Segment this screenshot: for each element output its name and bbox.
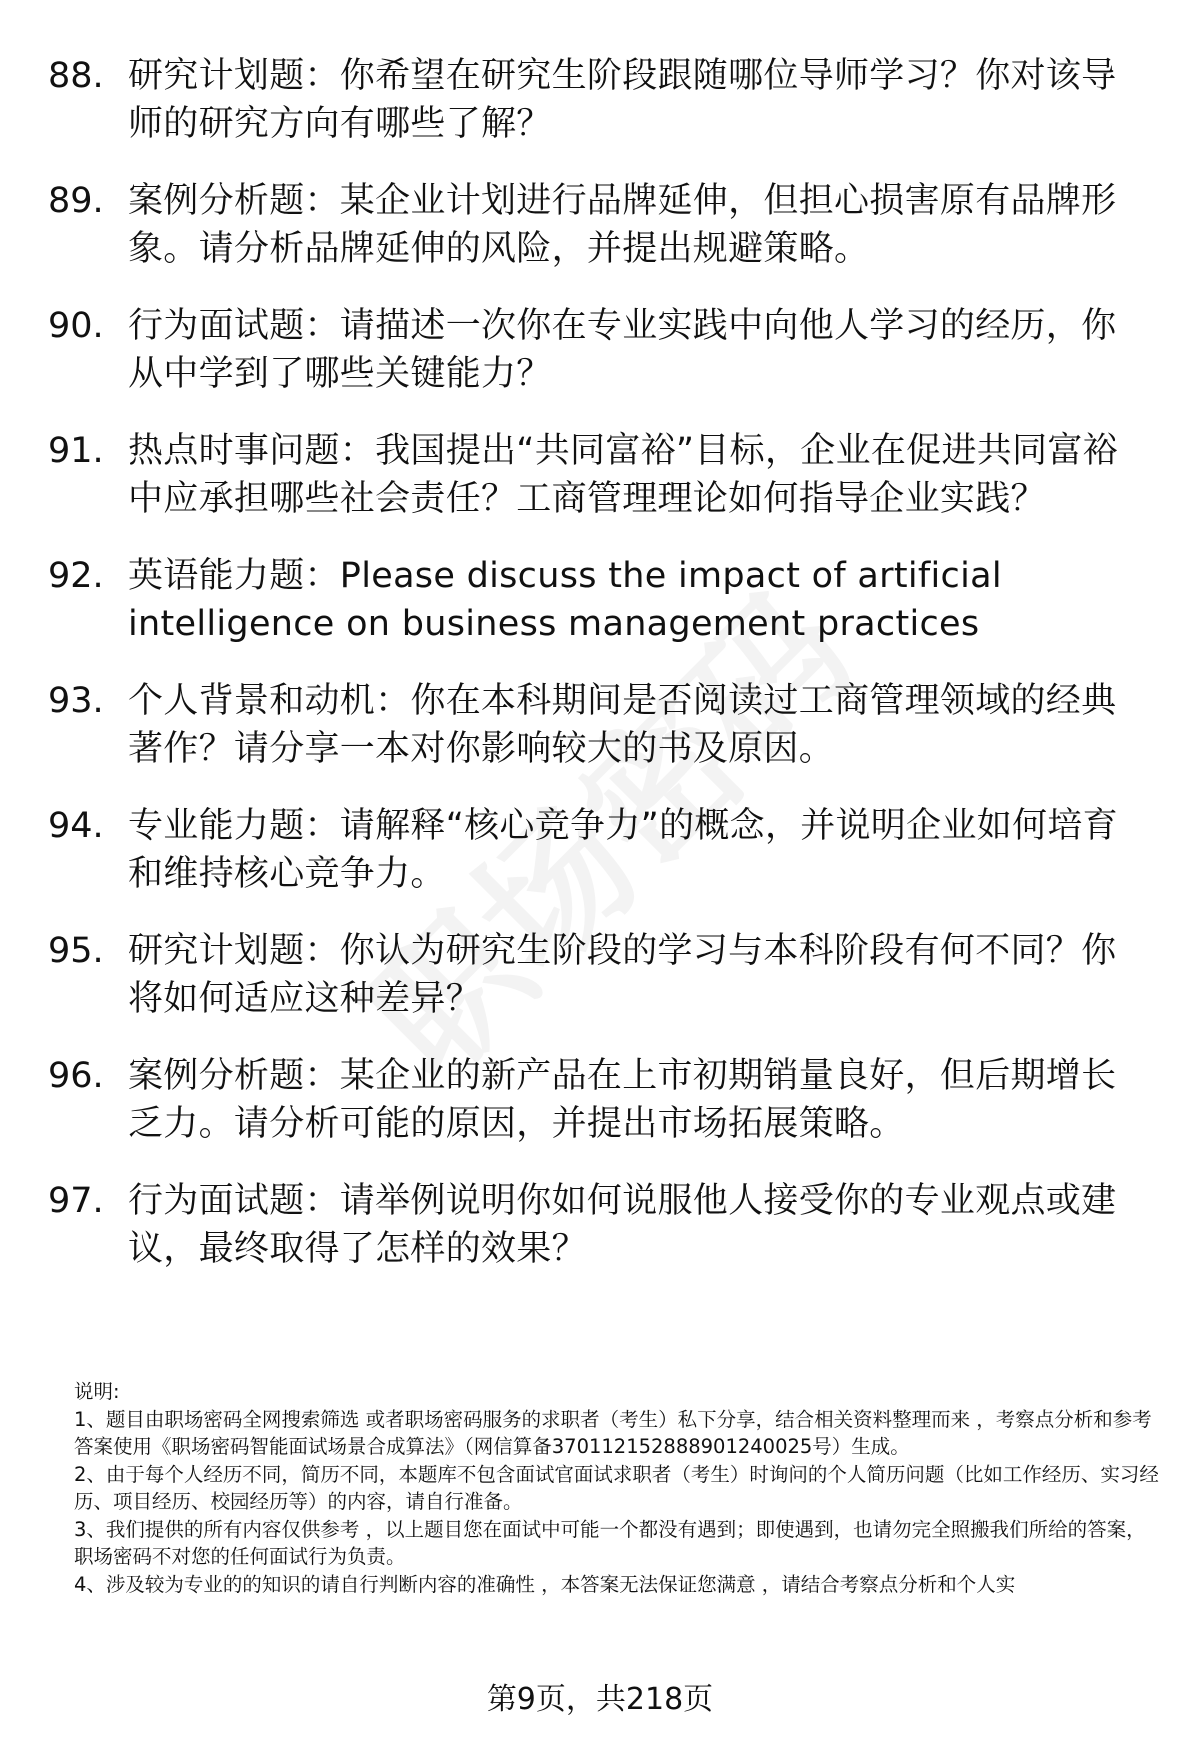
- question-item: [0, 677, 1200, 773]
- note-item: 4、涉及较为专业的的知识的请自行判断内容的准确性 ，本答案无法保证您满意 ，请结合考察点分析和个人实: [74, 1572, 1016, 1596]
- question-text: 研究计划题：你希望在研究生阶段跟随哪位导师学习？你对该导师的研究方向有哪些了解？: [128, 56, 1117, 144]
- question-number: 89.: [48, 181, 104, 221]
- question-text: 热点时事问题：我国提出“共同富裕”目标，企业在促进共同富裕中应承担哪些社会责任？工商管理理论如何指导企业实践？: [128, 431, 1118, 519]
- question-item: [0, 52, 1200, 148]
- question-text: 案例分析题：某企业计划进行品牌延伸，但担心损害原有品牌形象。请分析品牌延伸的风险，并提出规避策略。: [128, 181, 1117, 269]
- question-item: [0, 177, 1200, 273]
- question-number: 88.: [48, 56, 104, 96]
- note-item: 2、由于每个人经历不同，简历不同，本题库不包含面试官面试求职者（考生）时询问的个人简历问题（比如工作经历、实习经历、项目经历、校园经历等）的内容，请自行准备。: [74, 1462, 1159, 1513]
- note-item: 3、我们提供的所有内容仅供参考 ，以上题目您在面试中可能一个都没有遇到；即使遇到，也请勿完全照搬我们所给的答案，职场密码不对您的任何面试行为负责。: [74, 1517, 1146, 1568]
- question-text: 行为面试题：请举例说明你如何说服他人接受你的专业观点或建议，最终取得了怎样的效果？: [128, 1181, 1117, 1269]
- question-item: [0, 802, 1200, 898]
- question-number: 94.: [48, 806, 104, 846]
- question-number: 90.: [48, 306, 104, 346]
- question-item: [0, 1052, 1200, 1148]
- question-text: 行为面试题：请描述一次你在专业实践中向他人学习的经历，你从中学到了哪些关键能力？: [128, 306, 1117, 394]
- page-number: 第9页，共218页: [486, 1682, 714, 1717]
- question-text: 案例分析题：某企业的新产品在上市初期销量良好，但后期增长乏力。请分析可能的原因，并提出市场拓展策略。: [128, 1056, 1117, 1144]
- question-list: [0, 52, 1200, 1302]
- notes-section: [74, 1378, 1164, 1598]
- question-number: 97.: [48, 1181, 104, 1221]
- question-text: 个人背景和动机：你在本科期间是否阅读过工商管理领域的经典著作？请分享一本对你影响较大的书及原因。: [128, 681, 1117, 769]
- question-item: [0, 302, 1200, 398]
- question-item: [0, 1177, 1200, 1273]
- question-number: 92.: [48, 556, 104, 596]
- question-text: 专业能力题：请解释“核心竞争力”的概念，并说明企业如何培育和维持核心竞争力。: [128, 806, 1118, 894]
- note-item: 1、题目由职场密码全网搜索筛选 或者职场密码服务的求职者（考生）私下分享，结合相关资料整理而来 ，考察点分析和参考答案使用《职场密码智能面试场景合成算法》（网信算备370112152888901240025号）生成。: [74, 1407, 1152, 1458]
- notes-heading: 说明:: [74, 1380, 120, 1403]
- question-number: 91.: [48, 431, 104, 471]
- question-item: [0, 552, 1200, 648]
- question-text: 英语能力题：Please discuss the impact of artificial intelligence on business management practices: [128, 556, 1002, 644]
- question-text: 研究计划题：你认为研究生阶段的学习与本科阶段有何不同？你将如何适应这种差异？: [128, 931, 1117, 1019]
- question-number: 95.: [48, 931, 104, 971]
- question-item: [0, 927, 1200, 1023]
- question-item: [0, 427, 1200, 523]
- question-number: 93.: [48, 681, 104, 721]
- question-number: 96.: [48, 1056, 104, 1096]
